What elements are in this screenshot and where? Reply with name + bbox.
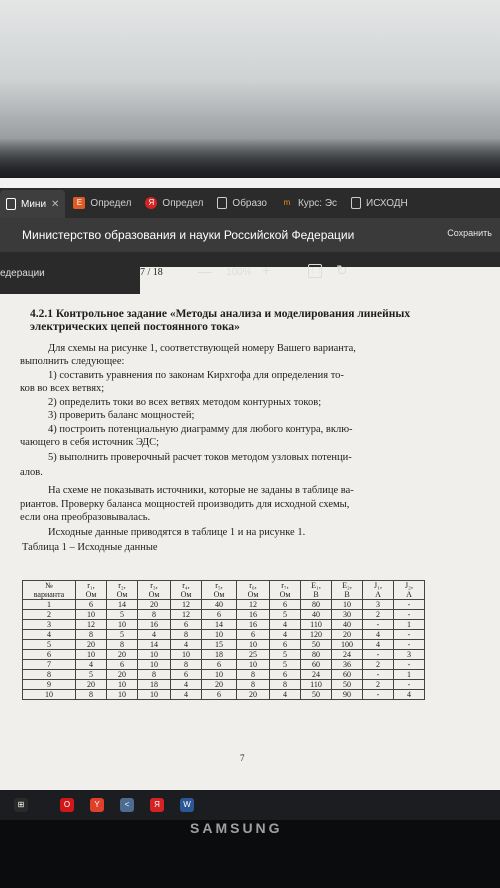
brand-logo: SAMSUNG bbox=[190, 820, 283, 836]
table-row bbox=[23, 660, 425, 670]
table-cell: 40 bbox=[202, 600, 237, 610]
table-cell: 5 bbox=[270, 660, 301, 670]
table-cell: 14 bbox=[107, 600, 138, 610]
table-cell: 20 bbox=[76, 680, 107, 690]
table-header-cell: J₂, А bbox=[394, 581, 425, 600]
table-cell: 6 bbox=[270, 640, 301, 650]
table-cell: 50 bbox=[332, 680, 363, 690]
table-cell: 1 bbox=[23, 600, 76, 610]
table-cell: 5 bbox=[76, 670, 107, 680]
table-cell: 5 bbox=[107, 630, 138, 640]
table-header-cell: E₁, В bbox=[301, 581, 332, 600]
tab-label: Образо bbox=[232, 197, 267, 209]
table-cell: 20 bbox=[138, 600, 171, 610]
table-cell: 4 bbox=[363, 640, 394, 650]
table-cell: 6 bbox=[202, 660, 237, 670]
text-line: 5) выполнить проверочный расчет токов методом узловых потенци- bbox=[48, 452, 352, 463]
table-cell: 100 bbox=[332, 640, 363, 650]
table-cell: 6 bbox=[107, 660, 138, 670]
table-cell: - bbox=[363, 670, 394, 680]
table-cell: 10 bbox=[202, 630, 237, 640]
ekt-icon: Е bbox=[73, 197, 85, 209]
table-cell: 60 bbox=[301, 660, 332, 670]
table-cell: 60 bbox=[332, 670, 363, 680]
table-cell: 12 bbox=[171, 610, 202, 620]
table-row bbox=[23, 610, 425, 620]
table-cell: - bbox=[363, 620, 394, 630]
table-cell: 5 bbox=[270, 650, 301, 660]
table-cell: 16 bbox=[237, 610, 270, 620]
table-cell: - bbox=[363, 690, 394, 700]
table-cell: 80 bbox=[301, 650, 332, 660]
table-cell: 14 bbox=[202, 620, 237, 630]
table-cell: 10 bbox=[23, 690, 76, 700]
text-line: 4) построить потенциальную диаграмму для любого контура, вклю- bbox=[48, 424, 353, 435]
tab-label: Мини bbox=[21, 198, 47, 210]
document-title-bar bbox=[0, 218, 500, 252]
page-indicator[interactable]: 7 / 18 bbox=[140, 267, 500, 763]
table-cell: 4 bbox=[363, 630, 394, 640]
table-cell: 20 bbox=[237, 690, 270, 700]
table-cell: 4 bbox=[171, 680, 202, 690]
table-cell: 8 bbox=[76, 630, 107, 640]
table-cell: 50 bbox=[301, 690, 332, 700]
table-cell: 40 bbox=[332, 620, 363, 630]
table-cell: 6 bbox=[270, 600, 301, 610]
close-icon[interactable]: ✕ bbox=[51, 198, 60, 210]
document-page bbox=[0, 294, 500, 790]
text-line: риантов. Проверку баланса мощностей производить для исходной схемы, bbox=[20, 499, 350, 510]
table-row bbox=[23, 680, 425, 690]
document-icon bbox=[6, 198, 16, 210]
table-cell: - bbox=[394, 630, 425, 640]
yandex-icon[interactable]: Я bbox=[150, 798, 164, 812]
table-cell: 2 bbox=[363, 660, 394, 670]
table-cell: 110 bbox=[301, 680, 332, 690]
table-row bbox=[23, 600, 425, 610]
table-header-cell: r₂, Ом bbox=[107, 581, 138, 600]
table-cell: 7 bbox=[23, 660, 76, 670]
table-cell: 20 bbox=[107, 670, 138, 680]
text-line: алов. bbox=[20, 467, 43, 478]
table-cell: 3 bbox=[394, 650, 425, 660]
table-cell: 20 bbox=[107, 650, 138, 660]
table-cell: - bbox=[394, 600, 425, 610]
table-cell: 5 bbox=[23, 640, 76, 650]
table-cell: 30 bbox=[332, 610, 363, 620]
table-cell: 6 bbox=[202, 690, 237, 700]
table-cell: 8 bbox=[270, 680, 301, 690]
yandex-browser-icon[interactable]: Y bbox=[90, 798, 104, 812]
toolbar-title-fragment: едерации bbox=[0, 268, 45, 279]
document-icon bbox=[351, 197, 361, 209]
table-cell: 14 bbox=[138, 640, 171, 650]
table-cell: 6 bbox=[237, 630, 270, 640]
text-line: Для схемы на рисунке 1, соответствующей номеру Вашего варианта, bbox=[48, 343, 356, 354]
table-cell: 15 bbox=[202, 640, 237, 650]
table-cell: 4 bbox=[171, 690, 202, 700]
table-header-cell: r₇, Ом bbox=[270, 581, 301, 600]
table-cell: 4 bbox=[270, 620, 301, 630]
rotate-icon[interactable]: ↻ bbox=[336, 262, 348, 278]
table-cell: 10 bbox=[138, 660, 171, 670]
table-cell: 8 bbox=[237, 680, 270, 690]
section-heading: 4.2.1 Контрольное задание «Методы анализа и моделирования линейных электрических цепей постоянного тока» bbox=[30, 308, 411, 333]
yandex-icon: Я bbox=[145, 197, 157, 209]
table-header-cell: E₂, В bbox=[332, 581, 363, 600]
table-row bbox=[23, 650, 425, 660]
table-cell: 25 bbox=[237, 650, 270, 660]
table-cell: 24 bbox=[301, 670, 332, 680]
table-cell: 2 bbox=[23, 610, 76, 620]
tab-ishodn[interactable] bbox=[345, 191, 414, 215]
table-cell: - bbox=[394, 660, 425, 670]
table-cell: 4 bbox=[394, 690, 425, 700]
browser-tab-bar bbox=[0, 188, 500, 218]
table-body bbox=[23, 600, 425, 700]
table-row bbox=[23, 670, 425, 680]
page-number: 7 bbox=[240, 753, 245, 763]
table-row bbox=[23, 620, 425, 630]
table-cell: - bbox=[394, 680, 425, 690]
table-cell: 5 bbox=[270, 610, 301, 620]
table-cell: 8 bbox=[76, 690, 107, 700]
table-cell: 8 bbox=[138, 610, 171, 620]
table-cell: 6 bbox=[202, 610, 237, 620]
table-cell: 10 bbox=[332, 600, 363, 610]
table-header-cell: r₃, Ом bbox=[138, 581, 171, 600]
screen bbox=[0, 178, 500, 790]
table-cell: 10 bbox=[138, 650, 171, 660]
table-cell: 110 bbox=[301, 620, 332, 630]
table-cell: 40 bbox=[301, 610, 332, 620]
table-cell: 50 bbox=[301, 640, 332, 650]
tab-opredel-1[interactable] bbox=[67, 191, 137, 215]
text-line: 1) составить уравнения по законам Кирхгофа для определения то- bbox=[48, 370, 344, 381]
table-cell: 12 bbox=[76, 620, 107, 630]
source-data-table bbox=[22, 580, 425, 700]
table-cell: 4 bbox=[138, 630, 171, 640]
document-icon bbox=[217, 197, 227, 209]
table-cell: 18 bbox=[202, 650, 237, 660]
text-line: Исходные данные приводятся в таблице 1 и на рисунке 1. bbox=[48, 527, 306, 538]
table-cell: 4 bbox=[171, 640, 202, 650]
table-cell: 10 bbox=[107, 690, 138, 700]
table-header-cell: r₆, Ом bbox=[237, 581, 270, 600]
table-header-row bbox=[23, 581, 425, 600]
table-header-cell: J₁, А bbox=[363, 581, 394, 600]
moodle-icon: m bbox=[283, 198, 291, 207]
table-cell: 2 bbox=[363, 610, 394, 620]
tab-opredel-2[interactable] bbox=[139, 191, 209, 215]
fit-page-icon[interactable]: ⋮⋮ bbox=[308, 264, 322, 278]
table-cell: 2 bbox=[363, 680, 394, 690]
table-cell: 4 bbox=[270, 690, 301, 700]
vk-icon[interactable]: < bbox=[120, 798, 134, 812]
table-header-cell: r₁, Ом bbox=[76, 581, 107, 600]
zoom-level[interactable]: 100% bbox=[226, 267, 252, 278]
table-cell: 80 bbox=[301, 600, 332, 610]
table-cell: 6 bbox=[171, 620, 202, 630]
table-cell: 20 bbox=[76, 640, 107, 650]
table-header-cell: r₅, Ом bbox=[202, 581, 237, 600]
text-line: выполнить следующее: bbox=[20, 356, 125, 367]
table-cell: 20 bbox=[202, 680, 237, 690]
table-cell: 12 bbox=[171, 600, 202, 610]
table-cell: 10 bbox=[107, 620, 138, 630]
text-line: 2) определить токи во всех ветвях методом контурных токов; bbox=[48, 397, 322, 408]
document-title: Министерство образования и науки Российской Федерации bbox=[22, 228, 355, 242]
monitor-bezel-top bbox=[0, 0, 500, 178]
table-cell: 1 bbox=[394, 620, 425, 630]
text-line: чающего в себя источник ЭДС; bbox=[20, 437, 160, 448]
table-cell: 36 bbox=[332, 660, 363, 670]
table-cell: 10 bbox=[171, 650, 202, 660]
table-cell: 9 bbox=[23, 680, 76, 690]
table-cell: 8 bbox=[171, 630, 202, 640]
text-line: ков во всех ветвях; bbox=[20, 383, 105, 394]
zoom-out-button[interactable]: — bbox=[198, 263, 212, 279]
table-cell: 18 bbox=[138, 680, 171, 690]
word-icon[interactable]: W bbox=[180, 798, 194, 812]
text-line: 3) проверить баланс мощностей; bbox=[48, 410, 195, 421]
table-cell: 10 bbox=[138, 690, 171, 700]
table-cell: 8 bbox=[237, 670, 270, 680]
table-cell: 6 bbox=[76, 600, 107, 610]
start-icon[interactable]: ⊞ bbox=[14, 798, 28, 812]
tab-label: Курс: Эс bbox=[297, 197, 338, 209]
tab-obrazo[interactable] bbox=[211, 191, 273, 215]
table-cell: 24 bbox=[332, 650, 363, 660]
table-caption: Таблица 1 – Исходные данные bbox=[22, 542, 158, 553]
table-cell: 6 bbox=[171, 670, 202, 680]
table-cell: 10 bbox=[237, 640, 270, 650]
opera-icon[interactable]: O bbox=[60, 798, 74, 812]
tab-label: Определ bbox=[90, 197, 132, 209]
table-header-cell: r₄, Ом bbox=[171, 581, 202, 600]
tab-label: Определ bbox=[162, 197, 204, 209]
table-header-cell: № варианта bbox=[23, 581, 76, 600]
table-cell: - bbox=[363, 650, 394, 660]
table-cell: 4 bbox=[23, 630, 76, 640]
table-cell: 8 bbox=[171, 660, 202, 670]
monitor-bezel-bottom bbox=[0, 820, 500, 888]
taskbar bbox=[0, 790, 500, 820]
table-cell: 1 bbox=[394, 670, 425, 680]
table-cell: 12 bbox=[237, 600, 270, 610]
text-line: если она преобразовывалась. bbox=[20, 512, 151, 523]
table-cell: 10 bbox=[76, 650, 107, 660]
table-cell: 20 bbox=[332, 630, 363, 640]
table-cell: 16 bbox=[237, 620, 270, 630]
zoom-in-button[interactable]: + bbox=[262, 262, 271, 278]
table-cell: 8 bbox=[107, 640, 138, 650]
table-cell: 10 bbox=[76, 610, 107, 620]
table-cell: - bbox=[394, 640, 425, 650]
table-cell: 16 bbox=[138, 620, 171, 630]
tab-kurs[interactable] bbox=[275, 191, 343, 215]
table-cell: 120 bbox=[301, 630, 332, 640]
table-cell: - bbox=[394, 610, 425, 620]
table-cell: 6 bbox=[23, 650, 76, 660]
tab-ministry[interactable] bbox=[0, 190, 65, 218]
table-row bbox=[23, 630, 425, 640]
table-cell: 10 bbox=[107, 680, 138, 690]
table-cell: 5 bbox=[107, 610, 138, 620]
table-cell: 8 bbox=[138, 670, 171, 680]
table-row bbox=[23, 690, 425, 700]
table-cell: 90 bbox=[332, 690, 363, 700]
text-line: На схеме не показывать источники, которые не заданы в таблице ва- bbox=[48, 485, 354, 496]
table-cell: 3 bbox=[23, 620, 76, 630]
table-cell: 4 bbox=[270, 630, 301, 640]
table-cell: 10 bbox=[237, 660, 270, 670]
save-button[interactable]: Сохранить bbox=[447, 228, 492, 238]
table-cell: 3 bbox=[363, 600, 394, 610]
table-row bbox=[23, 640, 425, 650]
table-cell: 8 bbox=[23, 670, 76, 680]
table-cell: 6 bbox=[270, 670, 301, 680]
viewer-toolbar bbox=[0, 252, 500, 294]
table-cell: 10 bbox=[202, 670, 237, 680]
tab-label: ИСХОДН bbox=[366, 197, 408, 209]
table-cell: 4 bbox=[76, 660, 107, 670]
